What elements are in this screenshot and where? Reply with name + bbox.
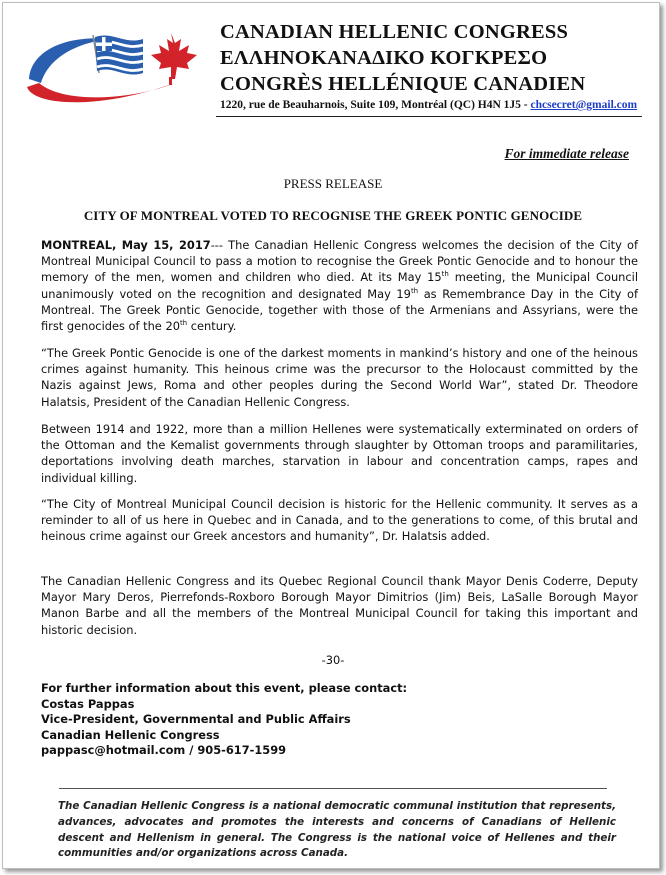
- paragraph-1-text-c: as Remembrance Day in the City of Montreal. The Greek Pontic Genocide, together with those of the Armenians and Assyrians, were the first genocides of the 20: [41, 286, 638, 334]
- ordinal-suffix: th: [179, 319, 188, 328]
- footer-divider: [59, 788, 607, 789]
- paragraph-2: “The Greek Pontic Genocide is one of the darkest moments in mankind’s history and one of the heinous crimes against humanity. This heinous crime was the precursor to the Holocaust committed by the Nazis against Jews, Roma and other peoples during the Second World War”, stated Dr. Theodore Halatsis, President of the Canadian Hellenic Congress.: [41, 346, 638, 409]
- org-name-greek: ΕΛΛΗΝΟΚΑΝΑΔΙΚΟ ΚΟΓΚΡΕΣΟ: [220, 47, 548, 69]
- contact-details: pappasc@hotmail.com / 905-617-1599: [41, 743, 287, 758]
- release-tag: For immediate release: [504, 146, 629, 161]
- address-text: 1220, rue de Beauharnois, Suite 109, Montréal (QC) H4N 1J5 -: [220, 99, 528, 111]
- paragraph-4: “The City of Montreal Municipal Council decision is historic for the Hellenic community. It serves as a reminder to all of us here in Quebec and in Canada, and to the generations to come, of this brutal and heinous crime against our Greek ancestors and humanity”, Dr. Halatsis added.: [41, 497, 638, 544]
- email-link[interactable]: chcsecret@gmail.com: [530, 99, 638, 111]
- contact-org: Canadian Hellenic Congress: [41, 727, 220, 742]
- contact-intro: For further information about this event, please contact:: [41, 681, 408, 695]
- end-mark: -30-: [321, 653, 345, 667]
- paragraph-1: [41, 237, 638, 334]
- dateline-separator: ---: [210, 238, 224, 252]
- contact-title: Vice-President, Governmental and Public Affairs: [41, 712, 351, 727]
- org-name-english: CANADIAN HELLENIC CONGRESS: [220, 21, 569, 43]
- congress-logo-icon: [25, 21, 215, 109]
- ordinal-suffix: th: [441, 270, 449, 279]
- contact-name: Costas Pappas: [41, 696, 135, 711]
- paragraph-3: Between 1914 and 1922, more than a million Hellenes were systematically exterminated on orders of the Ottoman and the Kemalist governments through slaughter by Ottoman troops and paramilitaries, deportations involving death marches, starvation in labour and concentration camps, rapes and individual killing.: [41, 422, 638, 485]
- org-address: [220, 99, 637, 111]
- org-name-french: CONGRÈS HELLÉNIQUE CANADIEN: [220, 73, 586, 95]
- press-release-page: [2, 2, 660, 869]
- dateline: MONTREAL, May 15, 2017: [41, 238, 211, 252]
- paragraph-1-text-a: The Canadian Hellenic Congress welcomes the decision of the City of Montreal Municipal Council to pass a motion to recognise the Greek Pontic Genocide and to honour the memory of the men, women and children who died. At its May 15: [41, 238, 638, 285]
- header-divider: [216, 116, 642, 117]
- footer-mission-statement: The Canadian Hellenic Congress is a national democratic communal institution that represents, advances, advocates and promotes the interests and concerns of Canadians of Hellenic descent and Hellenism in general. The Congress is the national voice of Hellenes and their communities and/or organizations across Canada.: [58, 800, 616, 860]
- document-type: PRESS RELEASE: [283, 176, 383, 191]
- paragraph-5: The Canadian Hellenic Congress and its Quebec Regional Council thank Mayor Denis Coderre, Deputy Mayor Mary Deros, Pierrefonds-Roxboro Borough Mayor Dimitrios (Jim) Beis, LaSalle Borough Mayor Manon Barbe and all the members of the Montreal Municipal Council for taking this important and historic decision.: [41, 574, 638, 637]
- paragraph-1-text-d: century.: [187, 319, 237, 334]
- headline: CITY OF MONTREAL VOTED TO RECOGNISE THE GREEK PONTIC GENOCIDE: [83, 208, 583, 223]
- paragraph-1-text-b: meeting, the Municipal Council unanimously voted on the recognition and designated May 19: [41, 270, 638, 301]
- contact-block: [41, 681, 407, 759]
- ordinal-suffix: th: [410, 286, 419, 295]
